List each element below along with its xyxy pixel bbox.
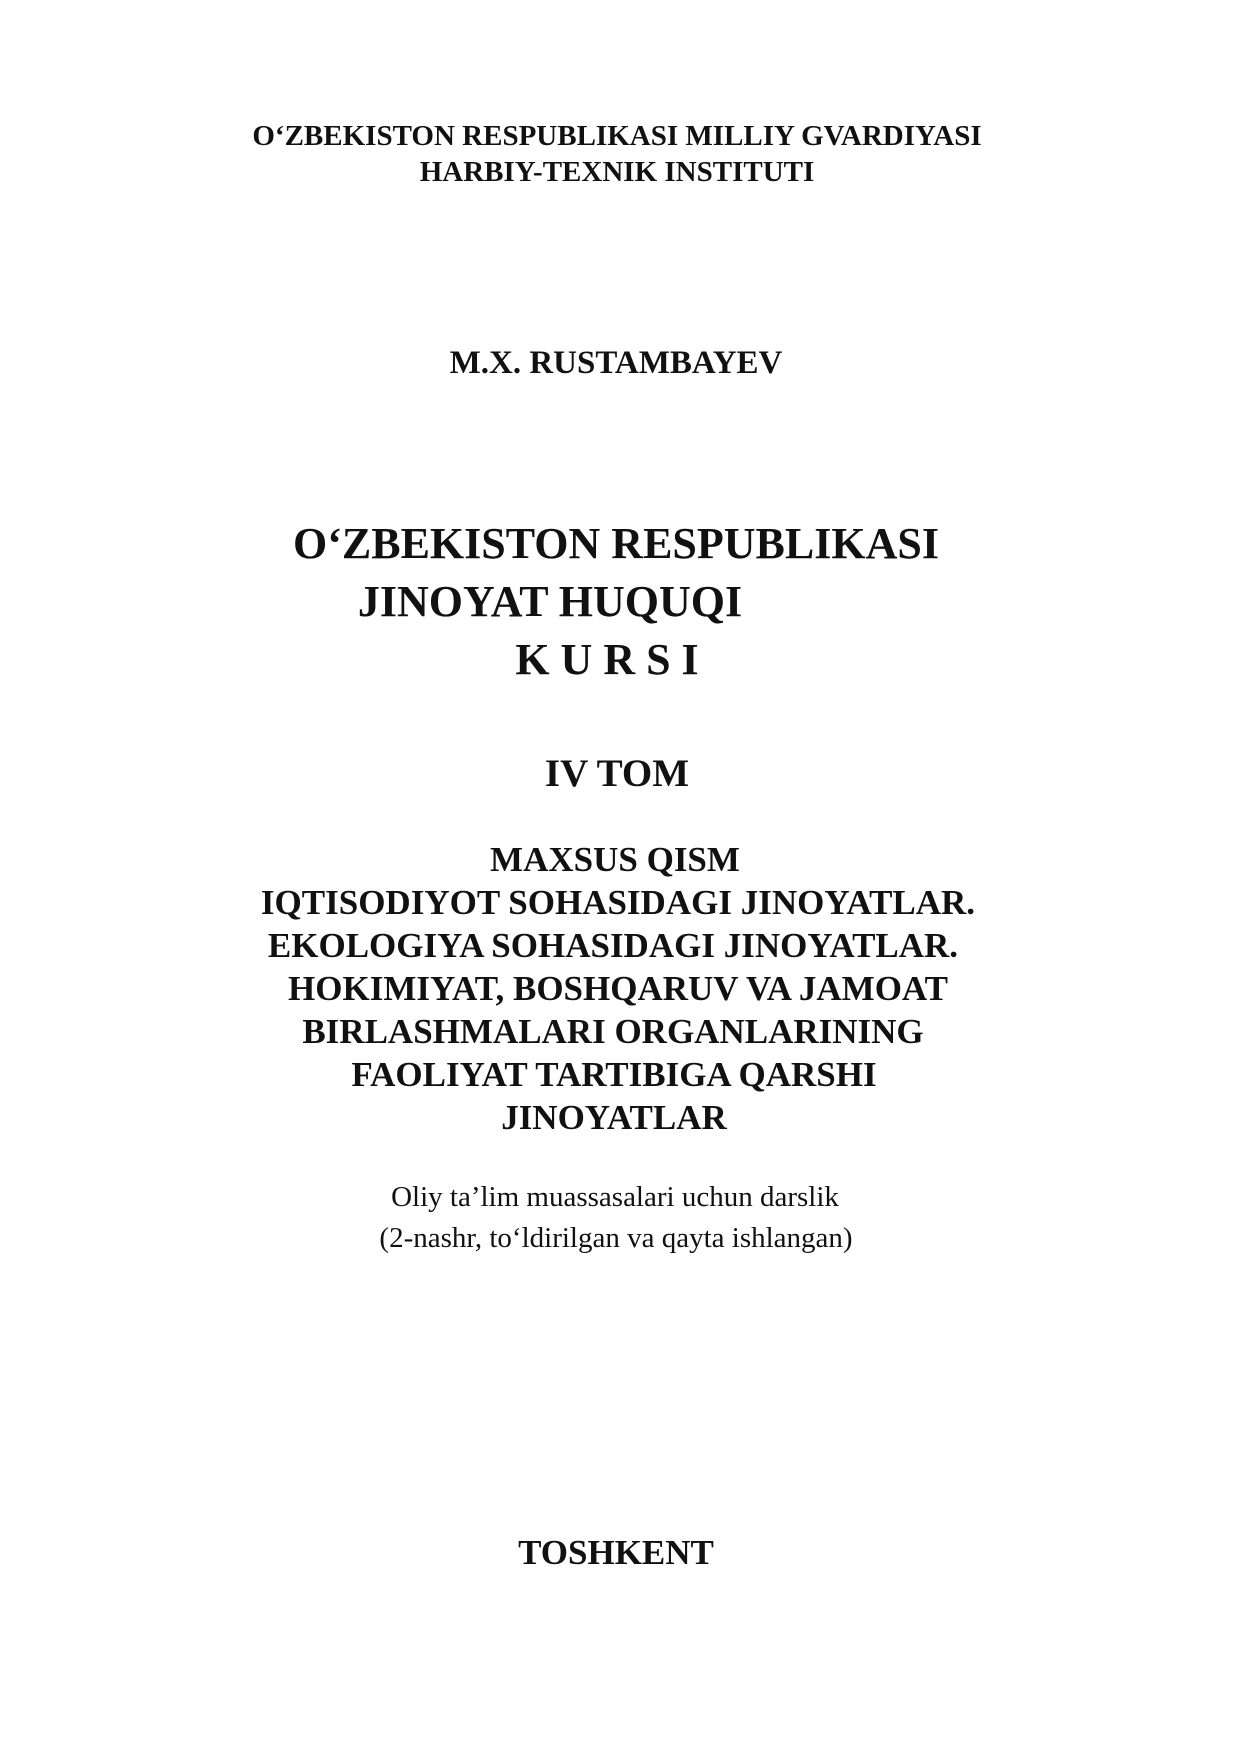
subtitle-line-5: BIRLASHMALARI ORGANLARINING (302, 1012, 924, 1051)
subtitle-line-1: MAXSUS QISM (490, 840, 740, 879)
publication-city: TOSHKENT (518, 1533, 714, 1572)
subtitle-line-2: IQTISODIYOT SOHASIDAGI JINOYATLAR. (260, 883, 976, 922)
note-line-2: (2-nashr, to‘ldirilgan va qayta ishlangan) (379, 1222, 853, 1254)
note-line-1: Oliy ta’lim muassasalari uchun darslik (391, 1181, 839, 1213)
subtitle-line-6: FAOLIYAT TARTIBIGA QARSHI (351, 1055, 877, 1094)
volume-label: IV TOM (544, 752, 690, 795)
title-line-3: K U R S I (515, 635, 699, 684)
institution-line-2: HARBIY-TEXNIK INSTITUTI (419, 156, 815, 188)
author-name: M.X. RUSTAMBAYEV (449, 345, 783, 381)
subtitle-line-7: JINOYATLAR (501, 1098, 727, 1137)
institution-line-1: O‘ZBEKISTON RESPUBLIKASI MILLIY GVARDIYASI (252, 120, 982, 152)
subtitle-line-4: HOKIMIYAT, BOSHQARUV VA JAMOAT (288, 969, 948, 1008)
title-line-2: JINOYAT HUQUQI (357, 577, 743, 626)
subtitle-line-3: EKOLOGIYA SOHASIDAGI JINOYATLAR. (267, 926, 959, 965)
title-line-1: O‘ZBEKISTON RESPUBLIKASI (293, 519, 939, 568)
